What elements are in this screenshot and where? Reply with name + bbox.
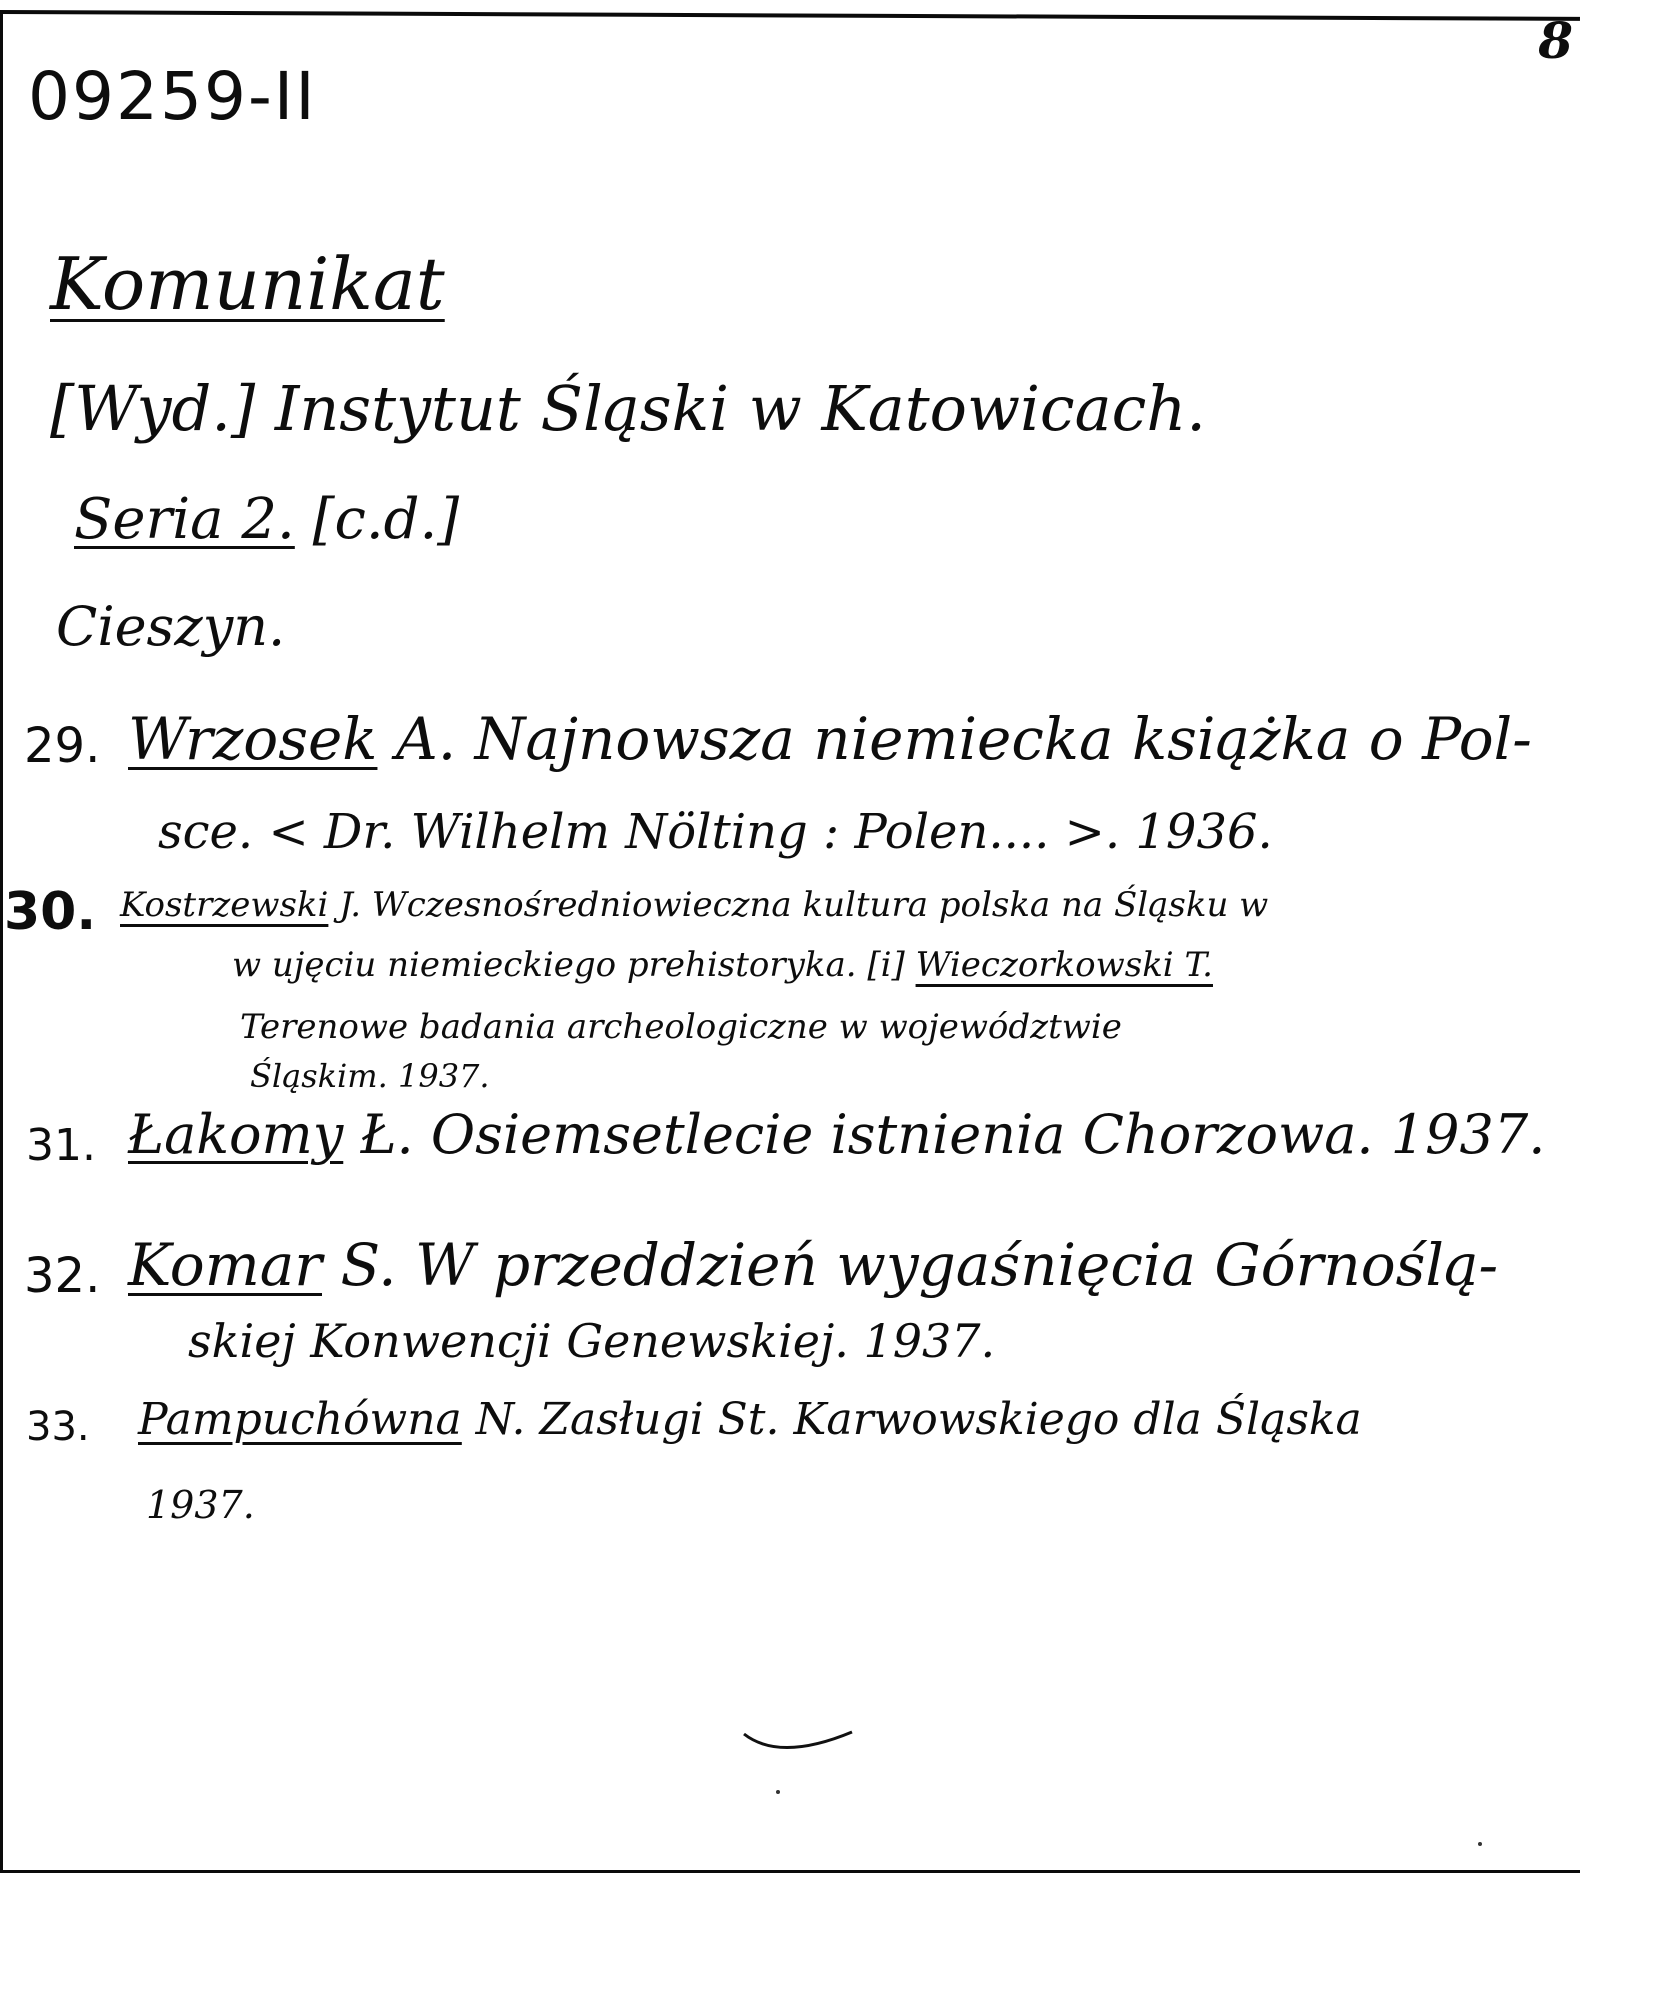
closing-flourish-icon <box>740 1728 860 1768</box>
entry-coauthor: Wieczorkowski T. <box>915 945 1213 985</box>
entry-author: Komar <box>128 1231 322 1299</box>
entry-number: 30. <box>4 882 97 942</box>
entry-number: 33. <box>26 1404 90 1450</box>
place-line: Cieszyn. <box>56 595 286 658</box>
ink-speck <box>776 1790 780 1794</box>
entry-line-2: sce. < Dr. Wilhelm Nölting : Polen.... >. 1936. <box>158 804 1273 860</box>
entry-line-2 <box>232 945 1213 985</box>
publisher-line: [Wyd.] Instytut Śląski w Katowicach. <box>50 372 1206 445</box>
entry-line-1 <box>128 1231 1499 1299</box>
entry-text: J. Wczesnośredniowieczna kultura polska na Śląsku w <box>339 885 1269 925</box>
entry-line-1 <box>120 885 1269 925</box>
entry-line-1 <box>128 705 1532 773</box>
entry-number: 29. <box>24 718 101 774</box>
entry-text: w ujęciu niemieckiego prehistoryka. [i] <box>232 945 905 985</box>
entry-author: Wrzosek <box>128 705 378 773</box>
entry-author: Łakomy <box>128 1103 344 1166</box>
entry-text: A. Najnowsza niemiecka książka o Pol- <box>395 705 1532 773</box>
series-label: Seria 2. <box>74 487 295 552</box>
entry-author: Kostrzewski <box>120 885 329 925</box>
card-bottom-edge <box>0 1870 1580 1873</box>
series-line <box>74 487 460 552</box>
entry-text: S. W przeddzień wygaśnięcia Górnoślą- <box>340 1231 1499 1299</box>
entry-line-4: Śląskim. 1937. <box>250 1057 490 1095</box>
entry-line-3: Terenowe badania archeologiczne w województwie <box>240 1007 1122 1047</box>
call-number: 09259-II <box>28 58 317 135</box>
card-top-edge <box>0 10 1580 21</box>
entry-line-2: 1937. <box>146 1483 255 1527</box>
entry-text: N. Zasługi St. Karwowskiego dla Śląska <box>475 1394 1362 1445</box>
series-note: [c.d.] <box>312 487 460 552</box>
page-number: 8 <box>1538 11 1573 70</box>
entry-line-1 <box>138 1394 1362 1445</box>
entry-number: 31. <box>26 1120 96 1171</box>
entry-text: Ł. Osiemsetlecie istnienia Chorzowa. 1937. <box>360 1103 1546 1166</box>
entry-line-2: skiej Konwencji Genewskiej. 1937. <box>188 1314 996 1368</box>
entry-number: 32. <box>24 1248 101 1304</box>
ink-speck <box>1478 1842 1482 1846</box>
entry-line-1 <box>128 1103 1546 1166</box>
entry-author: Pampuchówna <box>138 1394 462 1445</box>
card-title: Komunikat <box>50 242 445 326</box>
card-left-edge <box>0 12 3 1872</box>
